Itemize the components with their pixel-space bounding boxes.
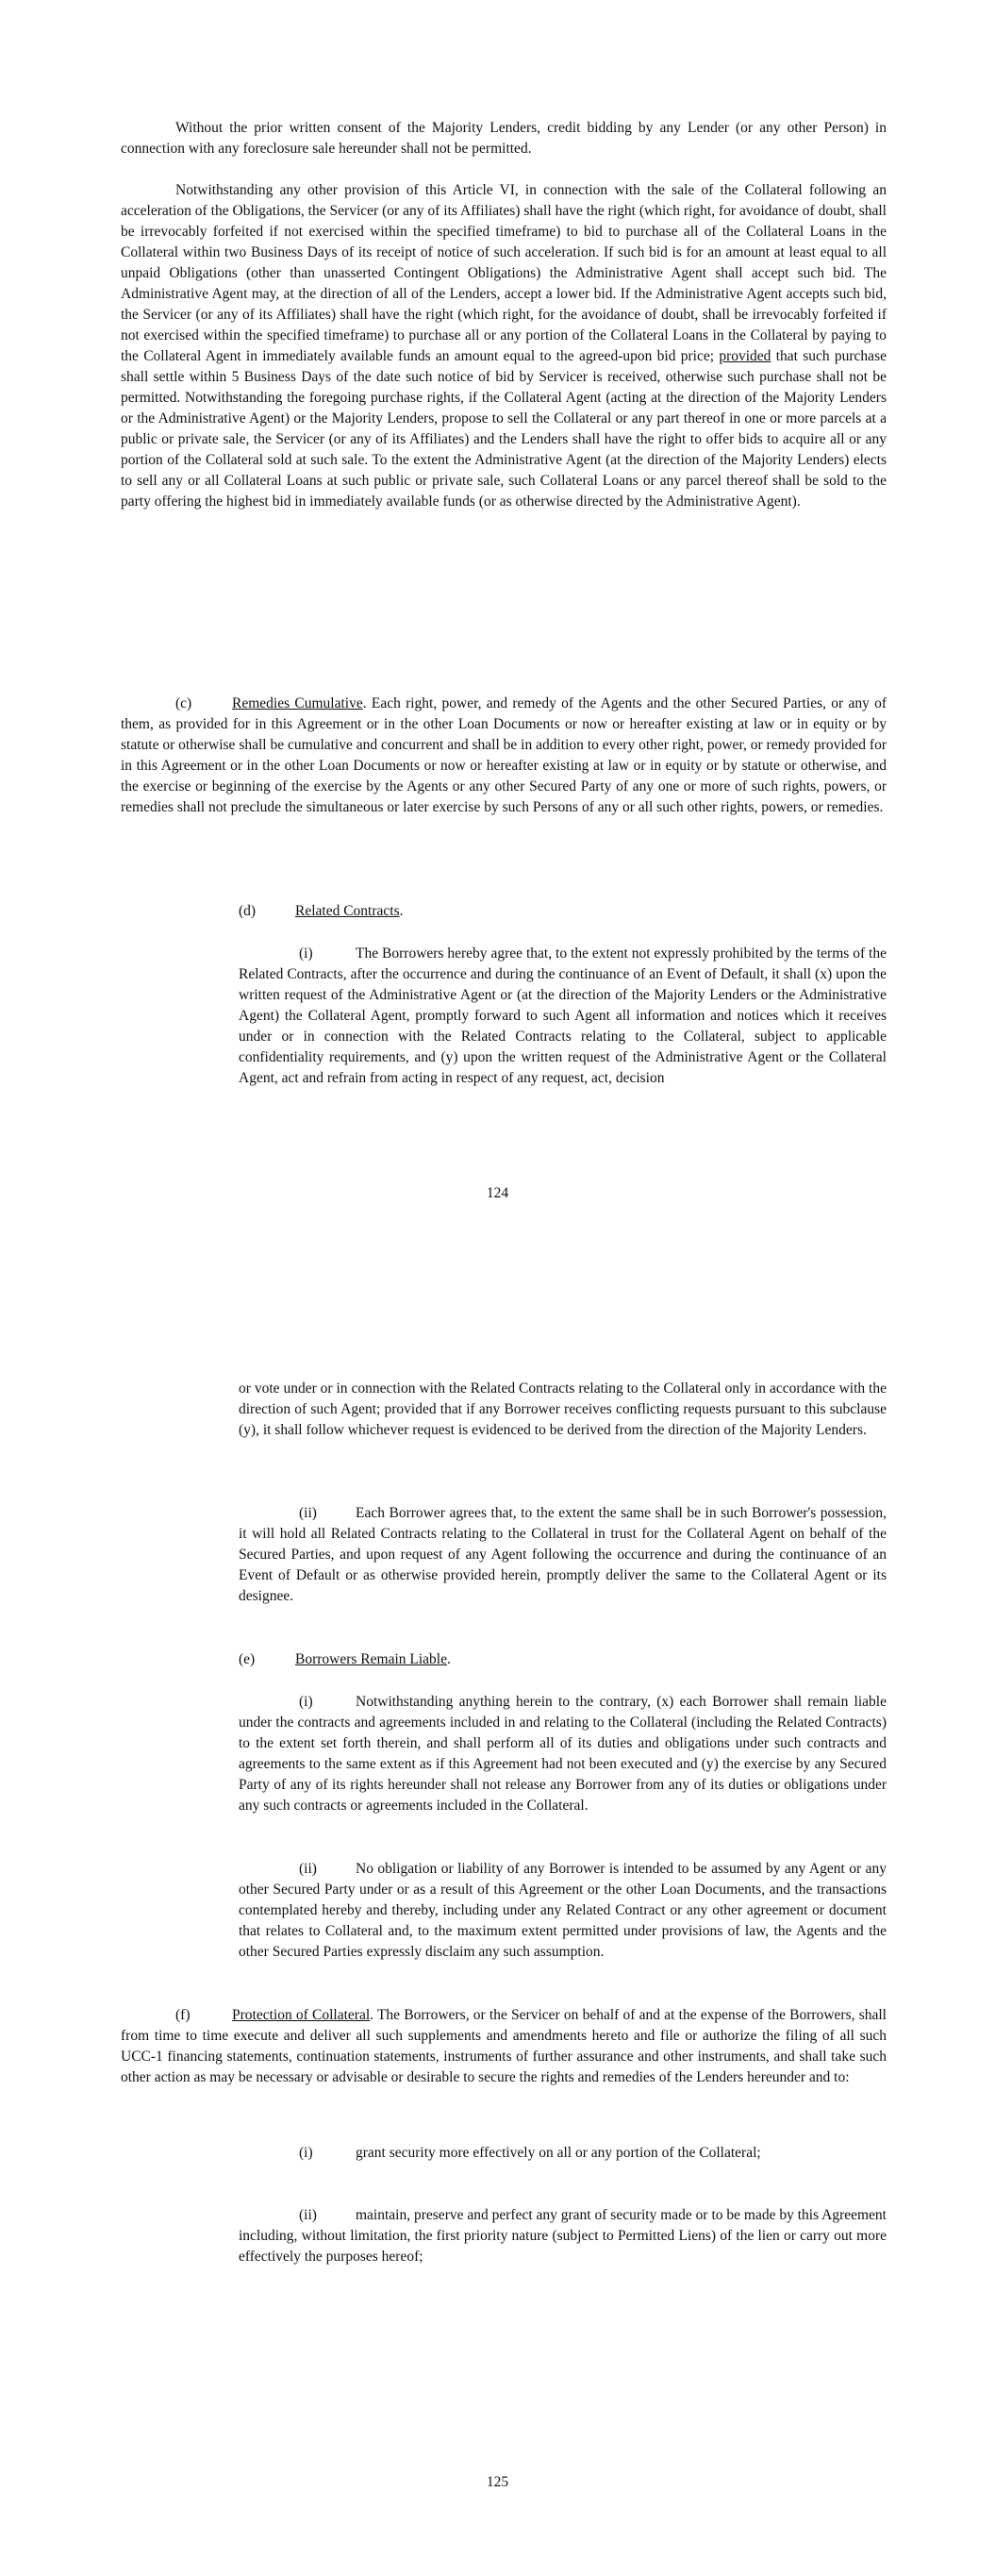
section-e-heading: (e) Borrowers Remain Liable.	[239, 1649, 451, 1670]
section-d-i-marker: (i)	[299, 945, 313, 962]
section-f-protection-of-collateral: (f) Protection of Collateral. The Borrowers, or the Servicer on behalf of and at the expense of the Borrowers, shall from time to time execute and deliver all such supplements and amendments hereto and file or authorize the filing of all such UCC-1 financing statements, continuation statements, instruments of further assurance and other instruments, and shall take such other action as may be necessary or advisable or desirable to secure the rights and remedies of the Lenders hereunder and to:	[121, 2007, 887, 2085]
section-e-title: Borrowers Remain Liable	[295, 1651, 447, 1667]
section-d-heading: (d) Related Contracts.	[239, 901, 404, 922]
section-d-title: Related Contracts	[295, 903, 400, 919]
section-f-i-marker: (i)	[299, 2145, 313, 2161]
section-e-i-marker: (i)	[299, 1694, 313, 1710]
section-e-ii: (ii) No obligation or liability of any Borrower is intended to be assumed by any Agent or any other Secured Party under or as a result of this Agreement or the other Loan Documents, and the transactions contemplated hereby and thereby, including under any Related Contract or any other agreement or document that relates to Collateral and, to the maximum extent permitted under provisions of law, the Agents and the other Secured Parties expressly disclaim any such assumption.	[239, 1861, 887, 1960]
page-125	[0, 1288, 995, 2576]
section-f-title: Protection of Collateral	[232, 2007, 371, 2023]
section-c-title: Remedies Cumulative	[232, 695, 363, 711]
section-f-i: (i) grant security more effectively on all or any portion of the Collateral;	[239, 2143, 887, 2164]
page-number: 125	[486, 2474, 509, 2490]
section-c-remedies-cumulative: (c) Remedies Cumulative. Each right, power, and remedy of the Agents and the other Secured Parties, or any of them, as provided for in this Agreement or in the other Loan Documents or now or hereafter existing at law or in equity or by statute or otherwise shall be cumulative and concurrent and shall be in addition to every other right, power, or remedy provided for in this Agreement or in the other Loan Documents or now or hereafter existing at law or in equity or by statute or otherwise, and the exercise or beginning of the exercise by the Agents or any other Secured Party of any one or more of such rights, powers, or remedies shall not preclude the simultaneous or later exercise by such Persons of any or all such other rights, powers, or remedies.	[121, 695, 887, 815]
paragraph-credit-bidding: Without the prior written consent of the Majority Lenders, credit bidding by any Lender (or any other Person) in connection with any foreclosure sale hereunder shall not be permitted.	[121, 120, 887, 157]
section-f-ii-marker: (ii)	[299, 2207, 317, 2223]
section-d-ii-marker: (ii)	[299, 1505, 317, 1521]
section-d-i-continued: or vote under or in connection with the Related Contracts relating to the Collateral only in accordance with the direction of such Agent; provided that if any Borrower receives conflicting requests pursuant to this subclause (y), it shall follow whichever request is evidenced to be derived from the direction of the Majority Lenders.	[239, 1380, 887, 1438]
page-number: 124	[486, 1185, 509, 1201]
section-f-ii: (ii) maintain, preserve and perfect any grant of security made or to be made by this Agreement including, without limitation, the first priority nature (subject to Permitted Liens) of the lien or carry out more effectively the purposes hereof;	[239, 2207, 887, 2265]
section-e-i: (i) Notwithstanding anything herein to the contrary, (x) each Borrower shall remain liable under the contracts and agreements included in and relating to the Collateral (including the Related Contracts) to the extent set forth therein, and shall perform all of its duties and obligations under such contracts and agreements to the same extent as if this Agreement had not been executed and (y) the exercise by any Secured Party of any of its rights hereunder shall not release any Borrower from any of its duties or obligations under any such contracts or agreements included in the Collateral.	[239, 1694, 887, 1814]
section-f-marker: (f)	[175, 2007, 191, 2023]
section-d-ii: (ii) Each Borrower agrees that, to the extent the same shall be in such Borrower's possession, it will hold all Related Contracts relating to the Collateral in trust for the Collateral Agent on behalf of the Secured Parties, and upon request of any Agent following the occurrence and during the continuance of an Event of Default or as otherwise provided herein, promptly deliver the same to the Collateral Agent or its designee.	[239, 1505, 887, 1604]
section-e-ii-marker: (ii)	[299, 1861, 317, 1877]
section-e-marker: (e)	[239, 1651, 256, 1667]
section-c-marker: (c)	[175, 695, 192, 711]
paragraph-servicer-purchase-rights: Notwithstanding any other provision of this Article VI, in connection with the sale of the Collateral following an acceleration of the Obligations, the Servicer (or any of its Affiliates) shall have the right (which right, for avoidance of doubt, shall be irrevocably forfeited if not exercised within the specified timeframe) to bid to purchase all of the Collateral Loans in the Collateral within two Business Days of its receipt of notice of such acceleration. If such bid is for an amount at least equal to all unpaid Obligations (other than unasserted Contingent Obligations) the Administrative Agent shall accept such bid. The Administrative Agent may, at the direction of all of the Lenders, accept a lower bid. If the Administrative Agent accepts such bid, the Servicer (or any of its Affiliates) shall have the right (which right, for the avoidance of doubt, shall be irrevocably forfeited if not exercised within the specified timeframe) to purchase all or any portion of the Collateral Loans in the Collateral by paying to the Collateral Agent in immediately available funds an amount equal to the agreed-upon bid price; provided that such purchase shall settle within 5 Business Days of the date such notice of bid by Servicer is received, otherwise such purchase shall not be permitted. Notwithstanding the foregoing purchase rights, if the Collateral Agent (acting at the direction of the Majority Lenders or the Administrative Agent) or the Majority Lenders, propose to sell the Collateral or any part thereof in one or more parcels at a public or private sale, the Servicer (or any of its Affiliates) and the Lenders shall have the right to offer bids to acquire all or any portion of the Collateral sold at such sale. To the extent the Administrative Agent (at the direction of the Majority Lenders) elects to sell any or all Collateral Loans at such public or private sale, such Collateral Loans or any parcel thereof shall be sold to the party offering the highest bid in immediately available funds (or as otherwise directed by the Administrative Agent).	[121, 182, 887, 510]
section-d-i: (i) The Borrowers hereby agree that, to the extent not expressly prohibited by the terms of the Related Contracts, after the occurrence and during the continuance of an Event of Default, it shall (x) upon the written request of the Administrative Agent or (at the direction of the Majority Lenders or the Administrative Agent) the Collateral Agent, promptly forward to such Agent all information and notices which it receives under or in connection with the Related Contracts relating to the Collateral, subject to applicable confidentiality requirements, and (y) upon the written request of the Administrative Agent or the Collateral Agent, act and refrain from acting in respect of any request, act, decision	[239, 945, 887, 1086]
provided-term: provided	[719, 348, 771, 364]
section-d-marker: (d)	[239, 903, 257, 919]
